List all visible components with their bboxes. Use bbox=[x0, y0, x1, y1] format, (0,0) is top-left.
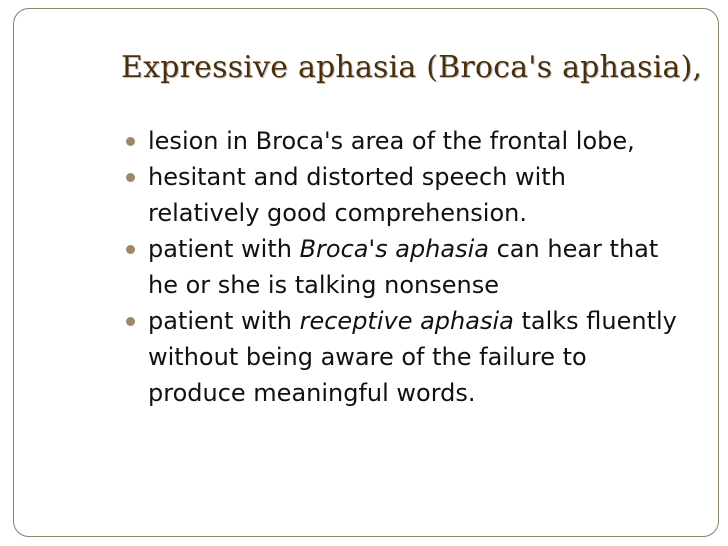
bullet-text-segment: patient with bbox=[148, 307, 300, 335]
bullet-item bbox=[126, 303, 711, 411]
bullet-italic-term: receptive aphasia bbox=[299, 307, 514, 335]
bullet-text-segment: patient with bbox=[148, 235, 300, 263]
bullet-line: produce meaningful words. bbox=[148, 379, 476, 407]
bullet-icon bbox=[126, 173, 135, 182]
bullet-icon bbox=[126, 317, 135, 326]
bullet-text-segment: talks fluently bbox=[513, 307, 677, 335]
bullet-item bbox=[126, 159, 711, 231]
bullet-line bbox=[148, 231, 711, 267]
slide-title: Expressive aphasia (Broca's aphasia), bbox=[121, 50, 703, 85]
bullet-icon bbox=[126, 245, 135, 254]
bullet-icon bbox=[126, 137, 135, 146]
bullet-line: without being aware of the failure to bbox=[148, 343, 587, 371]
bullet-line: relatively good comprehension. bbox=[148, 199, 527, 227]
bullet-item bbox=[126, 231, 711, 303]
bullet-line: he or she is talking nonsense bbox=[148, 271, 499, 299]
bullet-line bbox=[148, 303, 711, 339]
bullet-line: hesitant and distorted speech with bbox=[148, 163, 566, 191]
bullet-text-segment: can hear that bbox=[488, 235, 659, 263]
bullet-item bbox=[126, 123, 711, 159]
bullet-italic-term: Broca's aphasia bbox=[299, 235, 489, 263]
bullet-list bbox=[126, 123, 711, 411]
bullet-line: lesion in Broca's area of the frontal lobe, bbox=[148, 127, 635, 155]
